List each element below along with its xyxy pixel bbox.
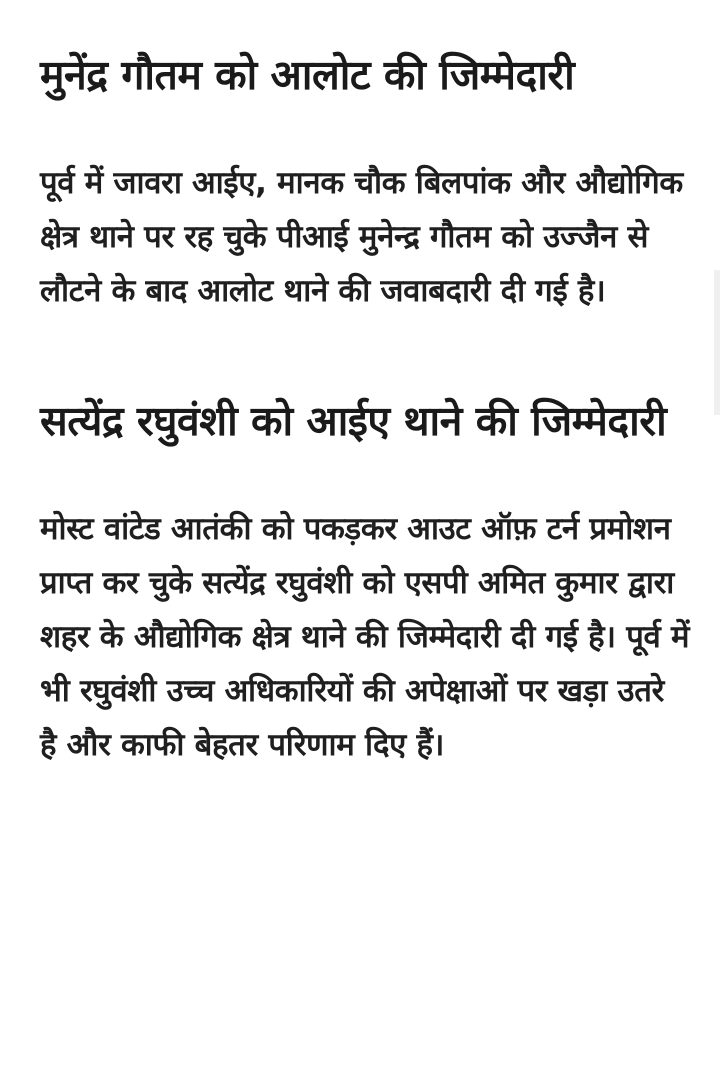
section-satyendra-raghuvanshi: [40, 384, 690, 772]
section-heading: मुनेंद्र गौतम को आलोट की जिम्मेदारी: [40, 51, 575, 99]
section-munendra-gautam: [40, 38, 690, 318]
section-paragraph: मोस्ट वांटेड आतंकी को पकड़कर आउट ऑफ़ टर्न प्रमोशन प्राप्त कर चुके सत्येंद्र रघुवंशी को एसपी अमित कुमार द्वारा शहर के औद्योगिक क्षेत्र थाने की जिम्मेदारी दी गई है। पूर्व में भी रघुवंशी उच्च अधिकारियों की अपेक्षाओं पर खड़ा उतरे है और काफी बेहतर परिणाम दिए हैं।: [40, 511, 690, 763]
article-body: [40, 38, 690, 834]
section-paragraph: पूर्व में जावरा आईए, मानक चौक बिलपांक और औद्योगिक क्षेत्र थाने पर रह चुके पीआई मुनेन्द्र गौतम को उज्जैन से लौटने के बाद आलोट थाने की जवाबदारी दी गई है।: [40, 165, 683, 309]
scrollbar-track[interactable]: [714, 270, 720, 415]
section-heading: सत्येंद्र रघुवंशी को आईए थाने की जिम्मेदारी: [40, 397, 667, 445]
